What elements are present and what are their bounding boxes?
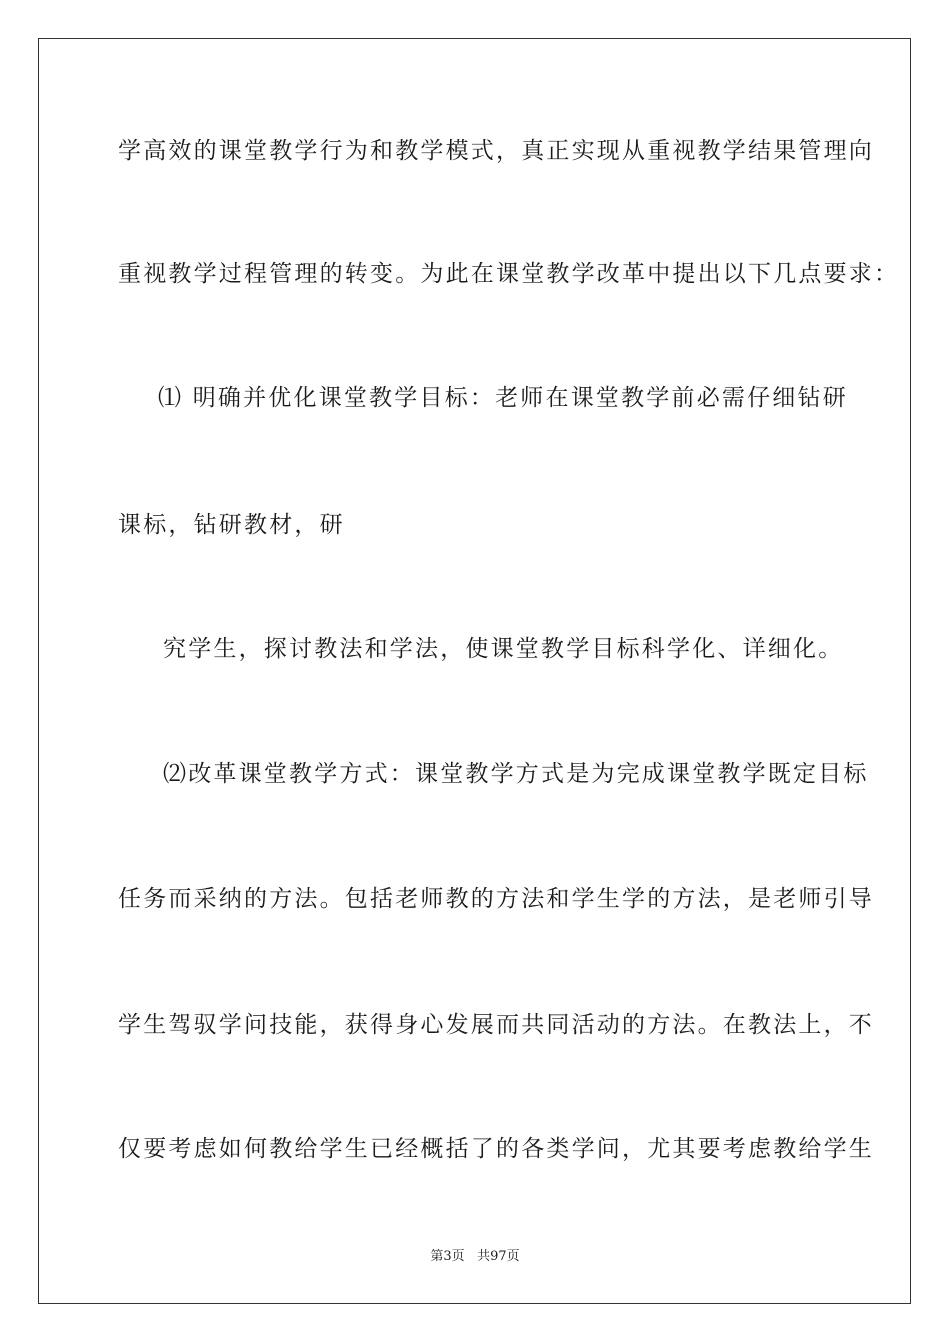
page-footer <box>0 1248 950 1266</box>
body-line-9: 仅要考虑如何教给学生已经概括了的各类学问，尤其要考虑教给学生 <box>118 1136 874 1162</box>
body-line-7: 任务而采纳的方法。包括老师教的方法和学生学的方法，是老师引导 <box>118 886 874 912</box>
page-border <box>38 38 911 1304</box>
total-pages: 共97页 <box>477 1249 520 1264</box>
body-line-5: 究学生，探讨教法和学法，使课堂教学目标科学化、详细化。 <box>163 636 844 662</box>
body-line-4: 课标，钻研教材，研 <box>118 512 345 538</box>
page-number: 第3页 <box>430 1249 465 1264</box>
body-line-1: 学高效的课堂教学行为和教学模式，真正实现从重视教学结果管理向 <box>118 138 874 164</box>
body-line-3: ⑴ 明确并优化课堂教学目标：老师在课堂教学前必需仔细钻研 <box>158 385 848 411</box>
body-line-2: 重视教学过程管理的转变。为此在课堂教学改革中提出以下几点要求： <box>118 261 900 287</box>
body-line-8: 学生驾驭学问技能，获得身心发展而共同活动的方法。在教法上，不 <box>118 1012 874 1038</box>
body-line-6: ⑵改革课堂教学方式：课堂教学方式是为完成课堂教学既定目标 <box>163 761 869 787</box>
